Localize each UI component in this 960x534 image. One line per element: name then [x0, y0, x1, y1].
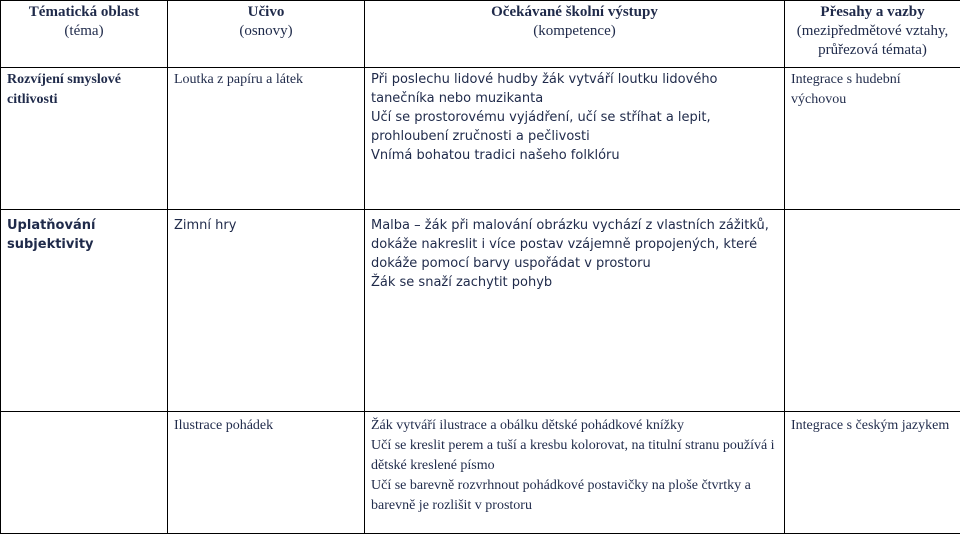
links-cell: Integrace s českým jazykem — [785, 412, 960, 534]
header-outcomes-title: Očekávané školní výstupy — [491, 4, 658, 20]
outcome-line: Žák vytváří ilustrace a obálku dětské pohádkové knížky — [371, 418, 684, 433]
header-curriculum — [168, 1, 365, 68]
outcomes-cell — [365, 210, 785, 412]
table-row — [1, 412, 960, 534]
outcome-line: Při poslechu lidové hudby žák vytváří loutku lidového tanečníka nebo muzikanta — [371, 72, 718, 106]
area-cell: Uplatňování subjektivity — [1, 210, 168, 412]
outcome-line: Učí se barevně rozvrhnout pohádkové postavičky na ploše čtvrtky a barevně je rozlišit v prostoru — [371, 478, 751, 513]
links-cell — [785, 210, 960, 412]
links-cell: Integrace s hudební výchovou — [785, 68, 960, 210]
area-cell — [1, 412, 168, 534]
header-outcomes — [365, 1, 785, 68]
outcomes-cell — [365, 68, 785, 210]
header-curriculum-title: Učivo — [247, 4, 285, 20]
header-cross-links — [785, 1, 960, 68]
table-row — [1, 68, 960, 210]
outcome-line: Vnímá bohatou tradici našeho folklóru — [371, 148, 620, 163]
outcomes-cell — [365, 412, 785, 534]
header-curriculum-sub: (osnovy) — [239, 23, 293, 39]
header-thematic-area-sub: (téma) — [64, 23, 104, 39]
outcome-line: Žák se snaží zachytit pohyb — [371, 275, 553, 290]
outcome-line: Učí se kreslit perem a tuší a kresbu kolorovat, na titulní stranu používá i dětské kreslené písmo — [371, 438, 775, 473]
area-cell: Rozvíjení smyslové citlivosti — [1, 68, 168, 210]
topic-cell: Zimní hry — [168, 210, 365, 412]
table-header-row — [1, 1, 960, 68]
topic-cell: Ilustrace pohádek — [168, 412, 365, 534]
table-row — [1, 210, 960, 412]
header-cross-links-sub: (mezipředmětové vztahy, průřezová témata) — [796, 23, 949, 58]
topic-cell: Loutka z papíru a látek — [168, 68, 365, 210]
header-thematic-area-title: Tématická oblast — [28, 4, 140, 20]
header-cross-links-title: Přesahy a vazby — [820, 4, 925, 20]
header-thematic-area — [1, 1, 168, 68]
outcome-line: Učí se prostorovému vyjádření, učí se stříhat a lepit, prohloubení zručnosti a pečlivosti — [371, 110, 711, 144]
header-outcomes-sub: (kompetence) — [533, 23, 616, 39]
outcome-line: Malba – žák při malování obrázku vychází z vlastních zážitků, dokáže nakreslit i více postav vzájemně propojených, které dokáže pomocí barvy uspořádat v prostoru — [371, 218, 769, 271]
